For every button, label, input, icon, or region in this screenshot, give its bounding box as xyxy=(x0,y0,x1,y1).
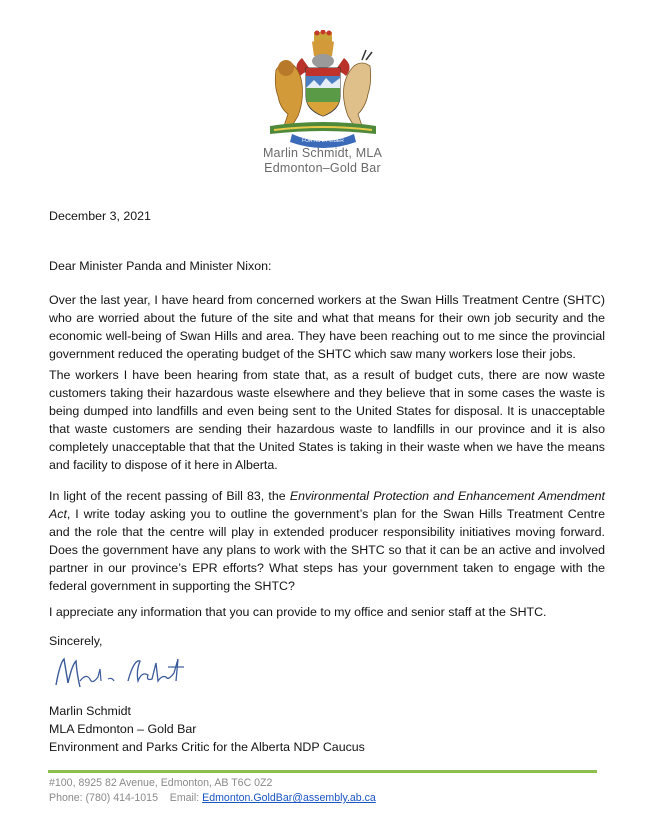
paragraph-3-intro: In light of the recent passing of Bill 83, the xyxy=(49,489,290,503)
handwritten-signature xyxy=(50,651,200,697)
closing: Sincerely, xyxy=(49,634,103,648)
signature-title: MLA Edmonton – Gold Bar xyxy=(49,722,197,736)
paragraph-2: The workers I have been hearing from state that, as a result of budget cuts, there are now waste customers taking their hazardous waste elsewhere and they believe that in some cases the waste is being dumped into landfills and even being sent to the United States for disposal. It is unacceptable that waste customers are sending their hazardous waste to landfills in our province and it is also completely unacceptable that that the United States is taking in their waste when we have the means and facility to dispose of it here in Alberta. xyxy=(49,368,605,472)
letterhead-riding: Edmonton–Gold Bar xyxy=(264,161,381,175)
signature-role: Environment and Parks Critic for the Alberta NDP Caucus xyxy=(49,740,365,754)
paragraph-3 xyxy=(49,487,605,595)
footer-email-label: Email: xyxy=(169,792,203,804)
letterhead-name: Marlin Schmidt, MLA xyxy=(262,146,383,160)
paragraph-3-rest: , I write today asking you to outline the government’s plan for the Swan Hills Treatment Centre and the role that the centre will play in extended producer responsibility initiatives moving forward. Does the government have any plans to work with the SHTC so that it can be an active and involved partner in our province’s EPR efforts? What steps has your government taken to engage with the federal government in supporting the SHTC? xyxy=(49,507,605,593)
alberta-coat-of-arms-icon xyxy=(262,30,384,148)
paragraph-4: I appreciate any information that you can provide to my office and senior staff at the SHTC. xyxy=(49,605,547,619)
crest-motto: FORTIS ET LIBER xyxy=(302,138,344,144)
letter-date: December 3, 2021 xyxy=(49,209,151,223)
footer-contact xyxy=(49,792,376,804)
salutation: Dear Minister Panda and Minister Nixon: xyxy=(49,259,272,273)
footer-address: #100, 8925 82 Avenue, Edmonton, AB T6C 0Z2 xyxy=(49,777,273,789)
act-title: Environmental Protection and Enhancement Amendment Act xyxy=(49,489,605,521)
signature-name: Marlin Schmidt xyxy=(49,704,131,718)
footer-phone: Phone: (780) 414-1015 xyxy=(49,792,158,804)
footer-email-link[interactable]: Edmonton.GoldBar@assembly.ab.ca xyxy=(202,792,376,804)
paragraph-1: Over the last year, I have heard from concerned workers at the Swan Hills Treatment Centre (SHTC) who are worried about the future of the site and what that means for their own job security and the economic well-being of Swan Hills and area. They have been reaching out to me since the provincial government reduced the operating budget of the SHTC which saw many workers lose their jobs. xyxy=(49,293,605,361)
footer-rule xyxy=(48,770,597,773)
